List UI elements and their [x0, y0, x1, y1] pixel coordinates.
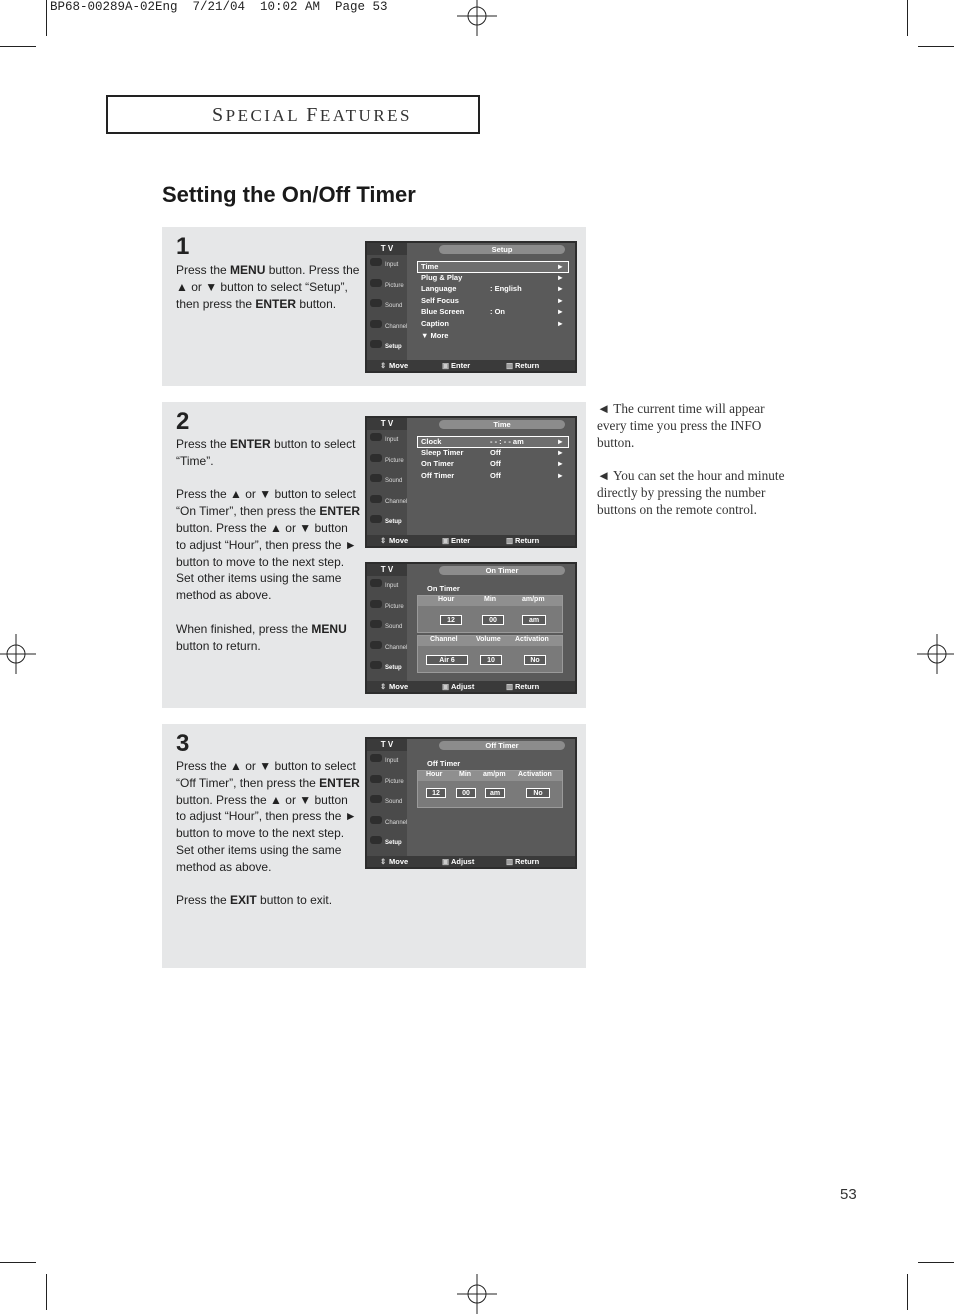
- timer-box: [417, 635, 563, 673]
- side-menu-item: [367, 512, 407, 532]
- footer-label: Move: [389, 361, 409, 370]
- side-menu: [367, 576, 407, 681]
- submenu-title: Off Timer: [427, 759, 461, 768]
- side-menu-item: [367, 638, 407, 658]
- crop-mark: [46, 0, 47, 36]
- menu-row-label: Self Focus: [421, 295, 459, 305]
- button-name: ENTER: [319, 775, 360, 790]
- print-slug: BP68-00289A-02Eng 7/21/04 10:02 AM Page 53: [50, 0, 388, 14]
- instruction-paragraph: Press the EXIT button to exit.: [176, 893, 333, 908]
- side-menu-label: Picture: [385, 457, 404, 464]
- menu-category-icon: [370, 454, 382, 462]
- instruction-paragraph: Press the ENTER button to select “Time”.: [176, 437, 356, 468]
- side-notes: [597, 401, 797, 535]
- button-name: ENTER: [230, 437, 271, 451]
- tv-label: T V: [367, 739, 407, 751]
- timer-column-label: Hour: [438, 596, 455, 603]
- footer-label: Move: [389, 536, 409, 545]
- button-name: INFO: [730, 417, 762, 433]
- return-icon: ▥: [506, 361, 514, 370]
- menu-footer: [367, 856, 575, 867]
- menu-row-value: Off: [490, 459, 501, 469]
- menu-category-icon: [370, 258, 382, 266]
- footer-label: Return: [515, 682, 540, 691]
- step-panel-3: [162, 724, 586, 968]
- menu-category-icon: [370, 795, 382, 803]
- side-menu-item: [367, 772, 407, 792]
- side-menu-label: Input: [385, 758, 399, 764]
- timer-value: 12: [426, 788, 446, 798]
- timer-value: No: [526, 788, 550, 798]
- step-number: 1: [176, 233, 190, 260]
- side-menu-item: [367, 430, 407, 450]
- side-menu-item: [367, 276, 407, 296]
- side-menu-label: Channel: [385, 644, 408, 651]
- menu-row-label: Plug & Play: [421, 272, 463, 282]
- timer-column-label: am/pm: [483, 771, 506, 778]
- step-instructions: [176, 758, 361, 926]
- menu-row: [418, 459, 568, 469]
- menu-footer: [367, 535, 575, 546]
- timer-box-header: [418, 771, 562, 781]
- side-menu-item: [367, 751, 407, 771]
- timer-value: No: [524, 655, 546, 665]
- menu-category-icon: [370, 474, 382, 482]
- menu-row-value: Off: [490, 470, 501, 480]
- step-panel-2: [162, 402, 586, 708]
- side-menu-item: [367, 617, 407, 637]
- timer-box: [417, 595, 563, 633]
- side-menu-item: [367, 255, 407, 275]
- menu-category-icon: [370, 661, 382, 669]
- tv-screen-setup: [365, 241, 577, 373]
- menu-footer: [367, 681, 575, 692]
- button-name: EXIT: [230, 893, 257, 908]
- side-menu-label: Sound: [385, 478, 403, 484]
- menu-category-icon: [370, 340, 382, 348]
- side-menu-label: Sound: [385, 799, 403, 805]
- timer-column-label: Volume: [476, 636, 501, 643]
- move-icon: ⇕: [380, 536, 387, 545]
- menu-title: Setup: [439, 245, 565, 254]
- menu-row-value: : On: [490, 307, 505, 317]
- menu-category-icon: [370, 433, 382, 441]
- side-menu: [367, 751, 407, 856]
- menu-row-arrow: ►: [556, 437, 564, 446]
- footer-label: Adjust: [451, 682, 475, 691]
- instruction-paragraph: Press the ▲ or ▼ button to select “Off Timer”, then press the ENTER button. Press the ▲ or ▼ button to adjust “Hour”, then press the ► button to move to the next step. Set other items using the same method as above.: [176, 759, 360, 874]
- menu-row: [418, 273, 568, 283]
- menu-row: [418, 448, 568, 458]
- side-menu-label: Input: [385, 262, 399, 268]
- registration-mark-icon: [917, 634, 954, 674]
- button-name: ENTER: [255, 296, 297, 311]
- timer-column-label: am/pm: [522, 596, 545, 603]
- timer-value: 12: [440, 615, 462, 625]
- menu-row-value: - - : - - am: [490, 437, 524, 446]
- menu-row-label: On Timer: [421, 459, 454, 469]
- move-icon: ⇕: [380, 361, 387, 370]
- side-menu-label: Input: [385, 437, 399, 443]
- side-menu-label: Picture: [385, 282, 404, 289]
- menu-row-label: Caption: [421, 319, 449, 328]
- return-icon: ▥: [506, 536, 514, 545]
- side-menu-label: Input: [385, 583, 399, 589]
- menu-row-label: Language: [421, 284, 457, 294]
- menu-row-arrow: ►: [556, 459, 564, 469]
- menu-row-label: Off Timer: [421, 470, 455, 480]
- timer-value: 00: [482, 615, 504, 625]
- step-panel-1: [162, 227, 586, 386]
- side-menu: [367, 430, 407, 535]
- crop-mark: [918, 1262, 954, 1263]
- menu-row-label: Time: [421, 262, 439, 271]
- instruction-paragraph: When finished, press the MENU button to return.: [176, 621, 347, 653]
- menu-row-arrow: ►: [556, 447, 564, 457]
- timer-value: am: [485, 788, 505, 798]
- side-menu-label: Setup: [385, 344, 402, 350]
- menu-row-arrow: ►: [556, 272, 564, 282]
- footer-label: Move: [389, 857, 409, 866]
- menu-category-icon: [370, 775, 382, 783]
- step-number: 2: [176, 408, 190, 435]
- tv-label: T V: [367, 243, 407, 255]
- menu-row-label: ▼ More: [421, 330, 449, 340]
- menu-category-icon: [370, 279, 382, 287]
- crop-mark: [46, 1274, 47, 1310]
- timer-column-label: Channel: [430, 636, 458, 643]
- side-menu-item: [367, 451, 407, 471]
- tv-screen-on-timer: [365, 562, 577, 694]
- page-title: Setting the On/Off Timer: [162, 182, 416, 207]
- menu-category-icon: [370, 579, 382, 587]
- side-menu-label: Channel: [385, 819, 408, 826]
- footer-label: Enter: [451, 536, 471, 545]
- menu-category-icon: [370, 754, 382, 762]
- button-name: ENTER: [319, 504, 361, 519]
- action-icon: ▣: [442, 682, 450, 691]
- section-title: SPECIAL FEATURES: [212, 104, 412, 126]
- menu-row-arrow: ►: [556, 470, 564, 480]
- timer-column-label: Activation: [515, 636, 549, 643]
- menu-category-icon: [370, 641, 382, 649]
- menu-row: [417, 261, 569, 273]
- menu-row: [418, 296, 568, 306]
- side-menu-item: [367, 317, 407, 337]
- timer-column-label: Hour: [426, 771, 443, 778]
- side-menu-item: [367, 296, 407, 316]
- menu-row-value: Off: [490, 447, 501, 457]
- menu-row-arrow: ►: [556, 295, 564, 305]
- menu-category-icon: [370, 620, 382, 628]
- side-menu-label: Picture: [385, 778, 404, 785]
- timer-value: 00: [456, 788, 476, 798]
- side-menu-item: [367, 337, 407, 357]
- timer-value: am: [522, 615, 546, 625]
- menu-row-arrow: ►: [556, 307, 564, 317]
- button-name: MENU: [230, 263, 266, 277]
- menu-footer: [367, 360, 575, 371]
- side-menu-item: [367, 658, 407, 678]
- crop-mark: [907, 0, 908, 36]
- tv-label: T V: [367, 418, 407, 430]
- crop-mark: [0, 46, 36, 47]
- side-menu-item: [367, 471, 407, 491]
- menu-title: Time: [439, 420, 565, 429]
- crop-mark: [918, 46, 954, 47]
- instruction-paragraph: Press the MENU button. Press the ▲ or ▼ button to select “Setup”, then press the ENTER button.: [176, 263, 360, 311]
- action-icon: ▣: [442, 536, 450, 545]
- submenu-title: On Timer: [427, 584, 460, 593]
- step-number: 3: [176, 730, 190, 757]
- step-instructions: [176, 436, 361, 671]
- timer-column-label: Activation: [518, 771, 552, 778]
- return-icon: ▥: [506, 682, 514, 691]
- instruction-paragraph: Press the ▲ or ▼ button to select “On Timer”, then press the ENTER button. Press the ▲ or ▼ button to adjust “Hour”, then press the ► button to move to the next step. Set other items using the same method as above.: [176, 487, 361, 603]
- side-menu-label: Picture: [385, 603, 404, 610]
- note-paragraph: ◄ You can set the hour and minute directly by pressing the number buttons on the remote control.: [597, 468, 785, 517]
- crop-mark: [0, 1262, 36, 1263]
- tv-label: T V: [367, 564, 407, 576]
- menu-category-icon: [370, 836, 382, 844]
- side-menu-label: Sound: [385, 624, 403, 630]
- note-paragraph: ◄ The current time will appear every time you press the INFO button.: [597, 401, 765, 450]
- timer-column-label: Min: [459, 771, 472, 778]
- side-menu-item: [367, 792, 407, 812]
- footer-label: Return: [515, 361, 540, 370]
- menu-title: On Timer: [439, 566, 565, 575]
- timer-column-label: Min: [484, 596, 497, 603]
- footer-label: Adjust: [451, 857, 475, 866]
- menu-category-icon: [370, 600, 382, 608]
- side-menu-item: [367, 492, 407, 512]
- menu-title: Off Timer: [439, 741, 565, 750]
- timer-box-header: [418, 596, 562, 606]
- side-menu-label: Setup: [385, 665, 402, 671]
- menu-row: [418, 319, 568, 329]
- side-menu-label: Channel: [385, 323, 408, 330]
- menu-row: [418, 284, 568, 294]
- timer-box: [417, 770, 563, 808]
- registration-mark-icon: [457, 1274, 497, 1314]
- registration-mark-icon: [0, 634, 36, 674]
- menu-row-arrow: ►: [556, 262, 564, 271]
- crop-mark: [907, 1274, 908, 1310]
- side-menu-label: Channel: [385, 498, 408, 505]
- return-icon: ▥: [506, 857, 514, 866]
- action-icon: ▣: [442, 857, 450, 866]
- side-menu-label: Setup: [385, 840, 402, 846]
- side-menu-label: Setup: [385, 519, 402, 525]
- menu-category-icon: [370, 299, 382, 307]
- footer-label: Enter: [451, 361, 471, 370]
- button-name: MENU: [311, 621, 347, 636]
- menu-row: [418, 307, 568, 317]
- move-icon: ⇕: [380, 857, 387, 866]
- side-menu-item: [367, 576, 407, 596]
- menu-row-label: Clock: [421, 437, 442, 446]
- side-menu-item: [367, 833, 407, 853]
- menu-row-arrow: ►: [556, 319, 564, 328]
- timer-box-header: [418, 636, 562, 646]
- side-menu-label: Sound: [385, 303, 403, 309]
- tv-screen-off-timer: [365, 737, 577, 869]
- page-number: 53: [840, 1186, 857, 1203]
- menu-row: [418, 471, 568, 481]
- footer-label: Return: [515, 857, 540, 866]
- menu-category-icon: [370, 816, 382, 824]
- menu-row-label: Sleep Timer: [421, 447, 464, 457]
- footer-label: Move: [389, 682, 409, 691]
- timer-value: Air 6: [426, 655, 468, 665]
- menu-row-arrow: ►: [556, 284, 564, 294]
- step-instructions: [176, 262, 361, 329]
- menu-category-icon: [370, 320, 382, 328]
- menu-category-icon: [370, 515, 382, 523]
- registration-mark-icon: [457, 0, 497, 36]
- menu-category-icon: [370, 495, 382, 503]
- side-menu-item: [367, 597, 407, 617]
- footer-label: Return: [515, 536, 540, 545]
- tv-screen-time: [365, 416, 577, 548]
- menu-row: [418, 331, 568, 341]
- timer-value: 10: [480, 655, 502, 665]
- menu-row-label: Blue Screen: [421, 307, 465, 317]
- side-menu-item: [367, 813, 407, 833]
- menu-row: [417, 436, 569, 448]
- move-icon: ⇕: [380, 682, 387, 691]
- menu-row-value: : English: [490, 284, 522, 294]
- action-icon: ▣: [442, 361, 450, 370]
- side-menu: [367, 255, 407, 360]
